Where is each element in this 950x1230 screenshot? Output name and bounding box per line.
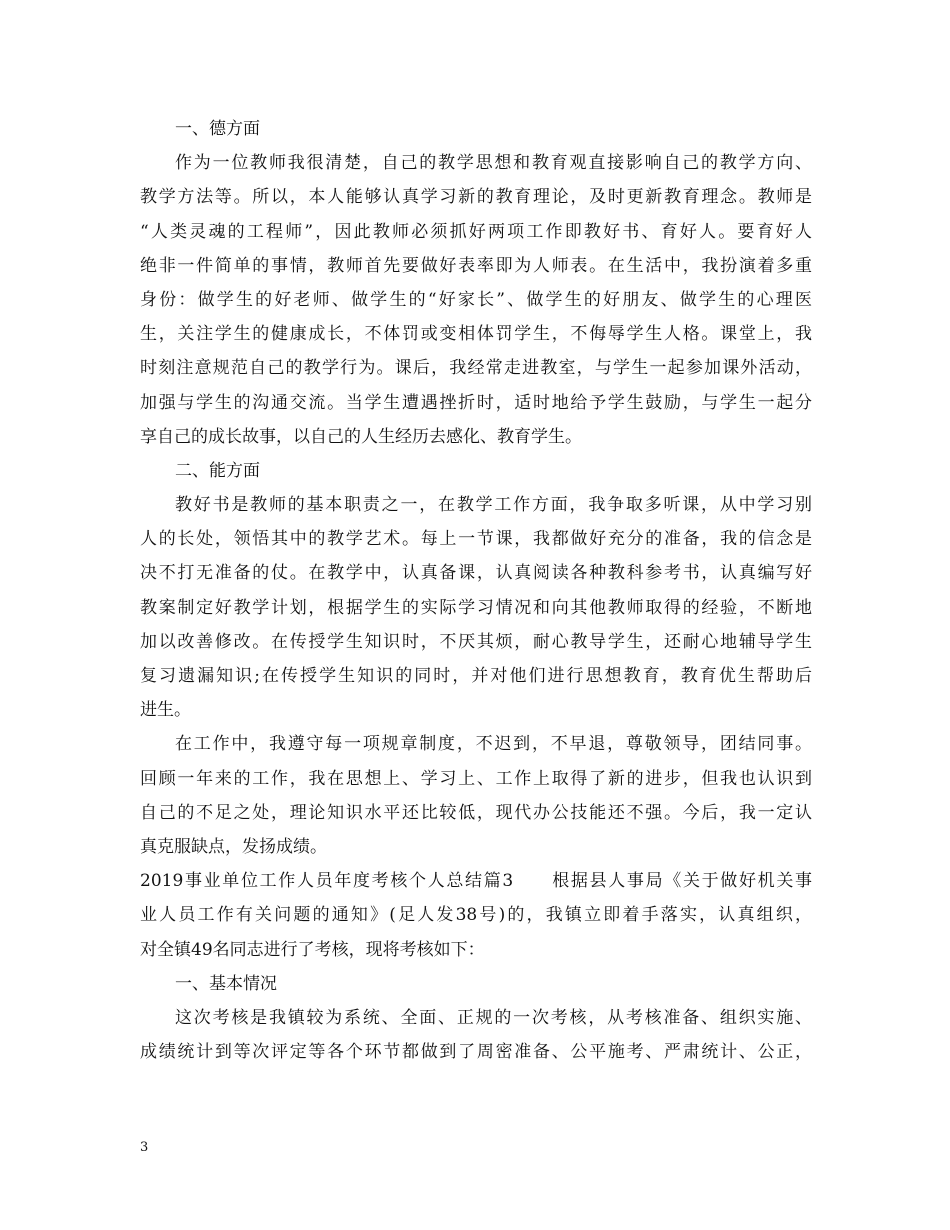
text-line: 在工作中，我遵守每一项规章制度，不迟到，不早退，尊敬领导，团结同事。 (175, 734, 812, 755)
text-line: 教学方法等。所以，本人能够认真学习新的教育理论，及时更新教育理念。教师是 (140, 187, 812, 208)
text-line: 加强与学生的沟通交流。当学生遭遇挫折时，适时地给予学生鼓励，与学生一起分 (140, 392, 812, 413)
text-line: 一、德方面 (175, 119, 260, 139)
text-line: 加以改善修改。在传授学生知识时，不厌其烦，耐心教导学生，还耐心地辅导学生 (140, 631, 812, 652)
text-line: 作为一位教师我很清楚，自己的教学思想和教育观直接影响自己的教学方向、 (175, 153, 812, 174)
text-line: 时刻注意规范自己的教学行为。课后，我经常走进教室，与学生一起参加课外活动， (140, 358, 812, 379)
text-line: 绝非一件简单的事情，教师首先要做好表率即为人师表。在生活中，我扮演着多重 (140, 255, 812, 276)
text-line: 进生。 (140, 700, 191, 721)
text-line: 对全镇49名同志进行了考核，现将考核如下： (140, 939, 485, 960)
text-line: 二、能方面 (175, 460, 260, 481)
text-line: 这次考核是我镇较为系统、全面、正规的一次考核，从考核准备、组织实施、 (175, 1007, 812, 1028)
text-line: 教好书是教师的基本职责之一，在教学工作方面，我争取多听课，从中学习别 (175, 495, 812, 516)
text-line: 复习遗漏知识;在传授学生知识的同时，并对他们进行思想教育，教育优生帮助后 (140, 666, 812, 686)
text-line: 真克服缺点，发扬成绩。 (140, 836, 327, 857)
text-line: 享自己的成长故事，以自己的人生经历去感化、教育学生。 (140, 426, 582, 447)
document-body (140, 112, 812, 1069)
page-number: 3 (140, 1140, 149, 1155)
text-line: 人的长处，领悟其中的教学艺术。每上一节课，我都做好充分的准备，我的信念是 (140, 529, 812, 550)
text-line: 决不打无准备的仗。在教学中，认真备课，认真阅读各种教科参考书，认真编写好 (140, 563, 812, 584)
text-line: 2019事业单位工作人员年度考核个人总结篇3 根据县人事局《关于做好机关事 (140, 871, 812, 892)
text-line: 生，关注学生的健康成长，不体罚或变相体罚学生，不侮辱学生人格。课堂上，我 (140, 324, 812, 345)
text-line: 教案制定好教学计划，根据学生的实际学习情况和向其他教师取得的经验，不断地 (140, 597, 812, 618)
text-line: “人类灵魂的工程师”，因此教师必须抓好两项工作即教好书、育好人。要育好人 (140, 221, 812, 242)
text-line: 业人员工作有关问题的通知》(足人发38号)的，我镇立即着手落实，认真组织， (140, 905, 812, 926)
text-line: 自己的不足之处，理论知识水平还比较低，现代办公技能还不强。今后，我一定认 (140, 802, 812, 823)
text-line: 回顾一年来的工作，我在思想上、学习上、工作上取得了新的进步，但我也认识到 (140, 768, 812, 789)
text-line: 身份：做学生的好老师、做学生的“好家长”、做学生的好朋友、做学生的心理医 (140, 289, 812, 310)
text-line: 一、基本情况 (175, 973, 277, 994)
text-line: 成绩统计到等次评定等各个环节都做到了周密准备、公平施考、严肃统计、公正， (140, 1042, 812, 1063)
